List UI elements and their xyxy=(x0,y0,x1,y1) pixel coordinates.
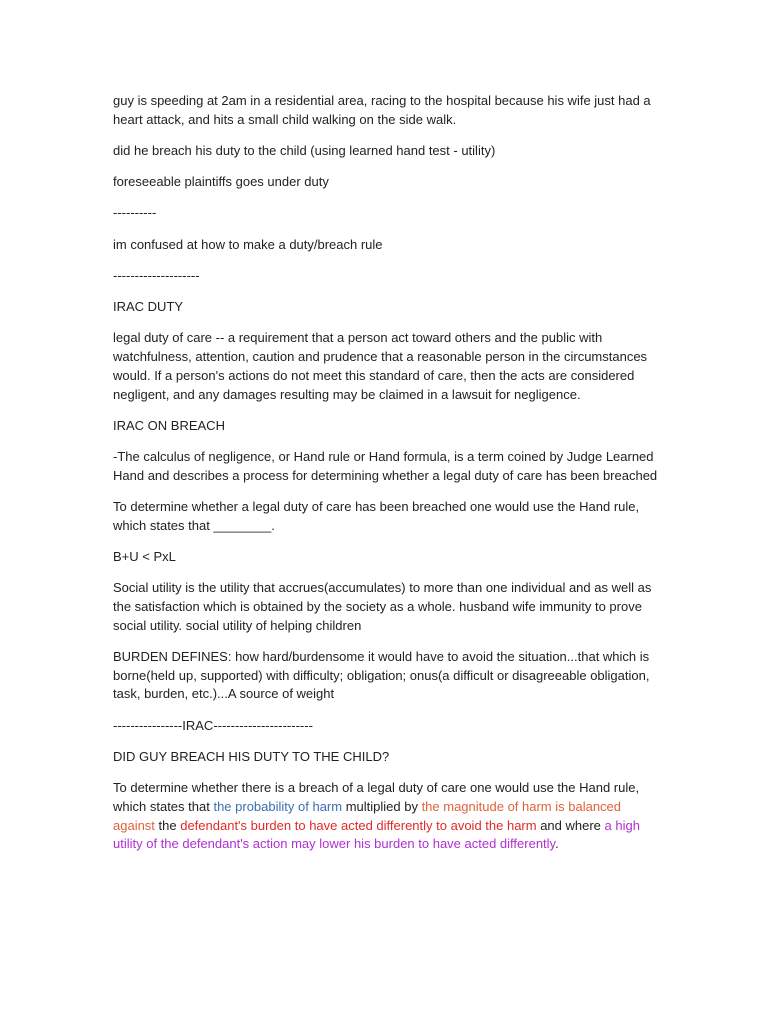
paragraph-social-utility: Social utility is the utility that accrues(accumulates) to more than one individual and as well as the satisfaction which is obtained by the society as a whole. husband wife immunity to prove social utility. social utility of helping children xyxy=(113,580,652,633)
probability-of-harm-text: the probability of harm xyxy=(213,798,343,814)
heading-irac-breach: IRAC ON BREACH xyxy=(113,417,225,433)
rule-text: multiplied by xyxy=(342,798,422,814)
paragraph-foreseeable: foreseeable plaintiffs goes under duty xyxy=(113,174,329,190)
paragraph-question: did he breach his duty to the child (using learned hand test - utility) xyxy=(113,142,496,158)
paragraph-hand-rule-blank: To determine whether a legal duty of care has been breached one would use the Hand rule, which states that ________. xyxy=(113,498,640,533)
paragraph-confused: im confused at how to make a duty/breach rule xyxy=(113,236,383,252)
paragraph-hand-calculus: -The calculus of negligence, or Hand rule or Hand formula, is a term coined by Judge Learned Hand and describes a process for determining whether a legal duty of care has been breached xyxy=(113,448,658,483)
paragraph-duty-definition: legal duty of care -- a requirement that a person act toward others and the public with watchfulness, attention, caution and prudence that a reasonable person in the circumstances would. If a person's actions do not meet this standard of care, then the acts are considered negligent, and any damages resulting may be claimed in a lawsuit for negligence. xyxy=(113,330,648,402)
rule-text: . xyxy=(555,836,559,852)
rule-text: To determine whether there is a breach of a legal duty of care one would use the Hand rule, which states that xyxy=(113,779,640,814)
paragraph-formula: B+U < PxL xyxy=(113,548,176,564)
paragraph-burden: BURDEN DEFINES: how hard/burdensome it would have to avoid the situation...that which is borne(held up, supported) with difficulty; obligation; onus(a difficult or disagreeable obligation, task, burden, etc.)...A source of weight xyxy=(113,648,650,702)
paragraph-scenario: guy is speeding at 2am in a residential area, racing to the hospital because his wife just had a heart attack, and hits a small child walking on the side walk. xyxy=(113,93,651,127)
separator-irac: ----------------IRAC----------------------- xyxy=(113,717,313,733)
burden-text: defendant's burden to have acted differently to avoid the harm xyxy=(180,817,537,833)
document-body xyxy=(113,92,658,867)
heading-issue-question: DID GUY BREACH HIS DUTY TO THE CHILD? xyxy=(113,748,390,764)
separator-line: -------------------- xyxy=(113,267,200,283)
utility-text: a high utility of the defendant's action may lower his burden to have acted differently xyxy=(113,817,640,852)
paragraph-rule-colored xyxy=(113,779,658,854)
rule-text: and where xyxy=(536,817,605,833)
magnitude-of-harm-text: the magnitude of harm is balanced against xyxy=(113,798,622,833)
heading-irac-duty: IRAC DUTY xyxy=(113,298,184,314)
separator-line: ---------- xyxy=(113,205,157,221)
rule-text: the xyxy=(154,817,181,833)
